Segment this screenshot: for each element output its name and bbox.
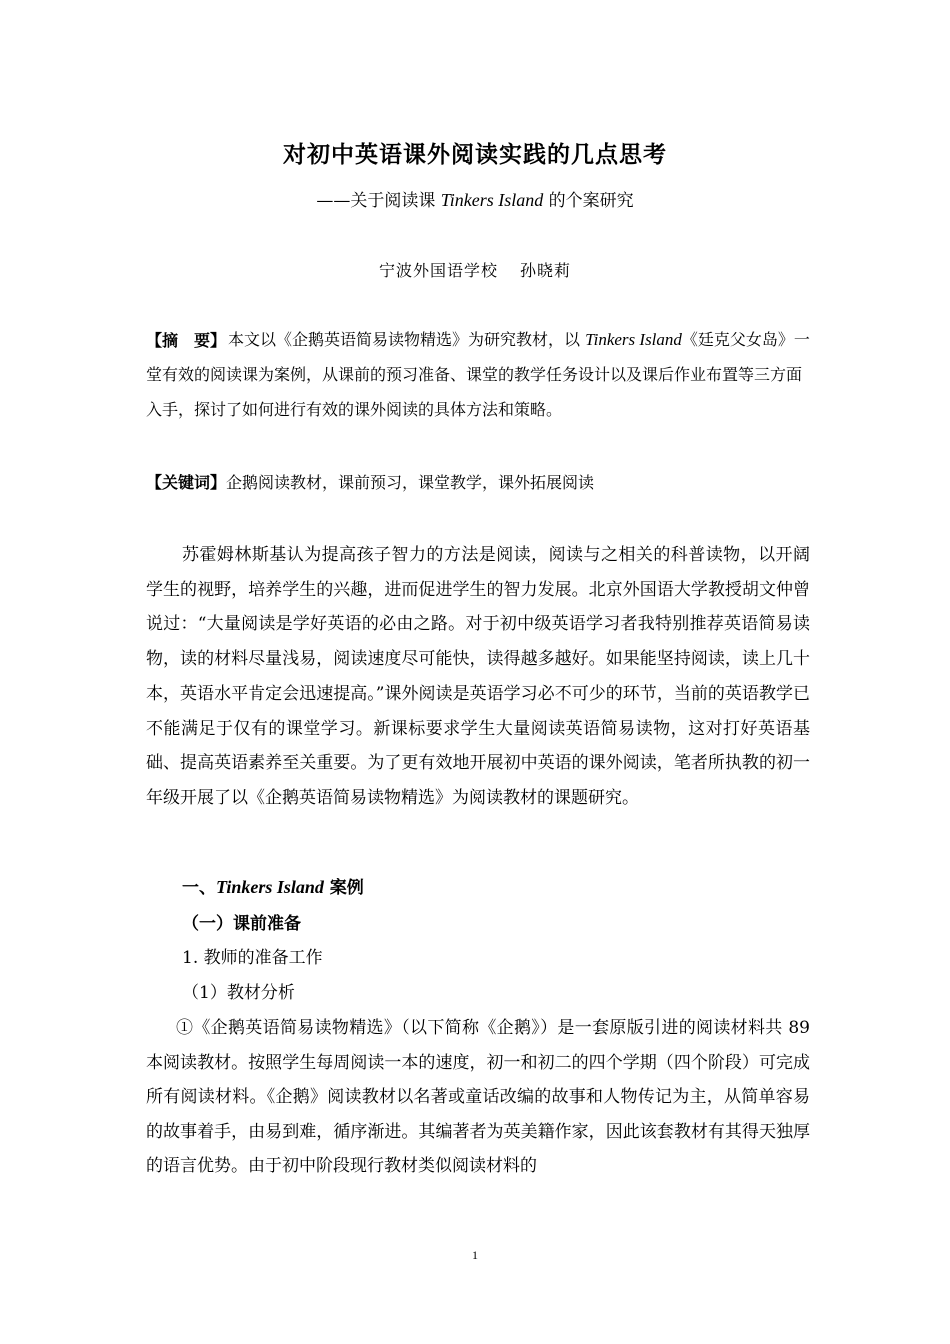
abstract-body: [146, 322, 814, 427]
heading1-suffix: 案例: [323, 878, 364, 898]
section-heading-1: [182, 873, 364, 898]
section-heading-4: （1）教材分析: [182, 983, 295, 1003]
heading1-prefix: 一、: [182, 878, 216, 898]
abstract-text-part1: 本文以《企鹅英语简易读物精选》为研究教材，以: [228, 330, 586, 349]
body-paragraph-1: 苏霍姆林斯基认为提高孩子智力的方法是阅读，阅读与之相关的科普读物，以开阔学生的视野，培养学生的兴趣，进而促进学生的智力发展。北京外国语大学教授胡文仲曾说过：“大量阅读是学好英语的必由之路。对于初中级英语学习者我特别推荐英语简易读物，读的材料尽量浅易，阅读速度尽可能快，读得越多越好。如果能坚持阅读，读上几十本，英语水平肯定会迅速提高。”课外阅读是英语学习必不可少的环节，当前的英语教学已不能满足于仅有的课堂学习。新课标要求学生大量阅读英语简易读物，这对打好英语基础、提高英语素养至关重要。为了更有效地开展初中英语的课外阅读，笔者所执教的初一年级开展了以《企鹅英语简易读物精选》为阅读教材的课题研究。: [146, 545, 810, 808]
page-number: 1: [472, 1248, 478, 1262]
keywords-text: 企鹅阅读教材，课前预习，课堂教学，课外拓展阅读: [226, 473, 595, 492]
abstract-text-part2: 《廷克父女岛》一堂有效的阅读课为案例，从课前的预习准备、课堂的教学任务设计以及课后作业布置等三方面入手，探讨了如何进行有效的课外阅读的具体方法和策略。: [146, 330, 810, 419]
section-heading-3: 1. 教师的准备工作: [182, 948, 323, 968]
subtitle-suffix: 的个案研究: [543, 191, 634, 211]
abstract-label: 【摘 要】: [146, 331, 227, 350]
abstract-italic-title: Tinkers Island: [585, 330, 682, 349]
author-school: 宁波外国语学校: [378, 261, 498, 280]
subtitle-prefix: ——关于阅读课: [316, 191, 441, 211]
document-title: 对初中英语课外阅读实践的几点思考: [283, 142, 667, 168]
author-name: 孙晓莉: [520, 261, 572, 280]
keywords-label: 【关键词】: [146, 473, 227, 492]
section-heading-2: （一）课前准备: [182, 914, 301, 934]
author-line: [0, 258, 950, 281]
document-subtitle: [0, 186, 950, 211]
body-paragraph-2: ①《企鹅英语简易读物精选》（以下简称《企鹅》）是一套原版引进的阅读材料共 89 本阅读教材。按照学生每周阅读一本的速度，初一和初二的四个学期（四个阶段）可完成所有阅读材料。《企鹅》阅读教材以名著或童话改编的故事和人物传记为主，从简单容易的故事着手，由易到难，循序渐进。其编著者为英美籍作家，因此该套教材有其得天独厚的语言优势。由于初中阶段现行教材类似阅读材料的: [146, 1018, 810, 1176]
keywords-line: [146, 470, 594, 493]
subtitle-italic: Tinkers Island: [440, 190, 544, 210]
heading1-italic: Tinkers Island: [216, 877, 324, 897]
